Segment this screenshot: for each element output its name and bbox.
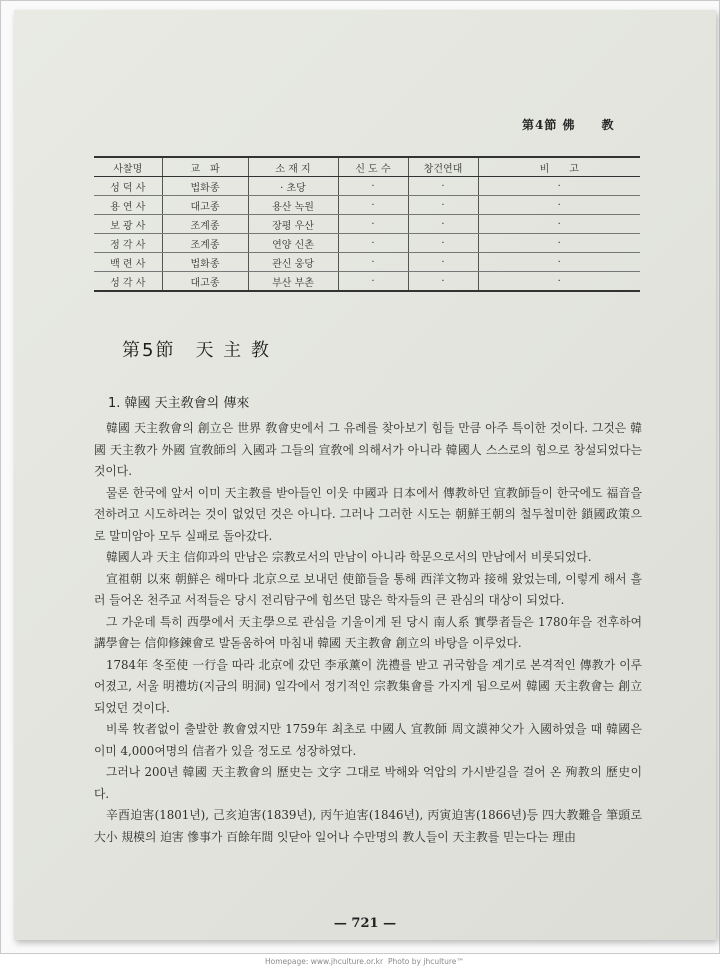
table-header-cell: 비 고 — [478, 157, 640, 177]
table-row — [94, 253, 640, 272]
running-head: 第4節 佛 教 — [522, 118, 615, 132]
page-number: — 721 — — [333, 916, 397, 931]
table-cell: 장평 우산 — [248, 215, 338, 234]
table-row — [94, 177, 640, 196]
table-header-row — [94, 157, 640, 177]
table-row — [94, 196, 640, 215]
table-cell: · 초당 — [248, 177, 338, 196]
table-cell: · — [408, 215, 478, 234]
table-cell: 대고종 — [162, 272, 248, 292]
table-cell: · — [478, 253, 640, 272]
table-cell: 정 각 사 — [94, 234, 162, 253]
table-cell: 부산 부촌 — [248, 272, 338, 292]
subsection-title: 1. 韓國 天主敎會의 傳來 — [108, 396, 250, 411]
footer-photo-credit: Photo by jhculture™ — [388, 957, 464, 966]
table-cell: 백 련 사 — [94, 253, 162, 272]
table-cell: · — [408, 234, 478, 253]
table-cell: · — [338, 272, 408, 292]
table-cell: 관신 웅당 — [248, 253, 338, 272]
table-cell: 연양 신촌 — [248, 234, 338, 253]
table-cell: 용 연 사 — [94, 196, 162, 215]
table-cell: 용산 녹원 — [248, 196, 338, 215]
paragraph: 물론 한국에 앞서 이미 天主教를 받아들인 이웃 中國과 日本에서 傳教하던 宣教師들이 한국에도 福音을 전하려고 시도하려는 것이 없었던 것은 아니다. 그러나 그러한 시도는 朝鮮王朝의 철두철미한 鎖國政策으로 말미암아 모두 실패로 돌아갔다. — [94, 485, 642, 543]
table-cell: · — [338, 196, 408, 215]
table-cell: 대고종 — [162, 196, 248, 215]
table-cell: · — [338, 177, 408, 196]
table-row — [94, 234, 640, 253]
table-cell: · — [408, 177, 478, 196]
paragraph: 비록 牧者없이 출발한 教會였지만 1759年 최초로 中國人 宣教師 周文謨神父가 入國하였을 때 韓國은 이미 4,000여명의 信者가 있을 정도로 성장하였다. — [94, 722, 642, 758]
table-row — [94, 215, 640, 234]
table-cell: · — [338, 215, 408, 234]
table-cell: 성 각 사 — [94, 272, 162, 292]
table-cell: 조계종 — [162, 215, 248, 234]
table-cell: · — [478, 215, 640, 234]
table-header-cell: 교 파 — [162, 157, 248, 177]
paragraph: 그러나 200년 韓國 天主教會의 歷史는 文字 그대로 박해와 억압의 가시받길을 걸어 온 殉教의 歷史이다. — [94, 765, 642, 801]
table-cell: 법화종 — [162, 253, 248, 272]
table-header-cell: 창건연대 — [408, 157, 478, 177]
table-cell: · — [408, 253, 478, 272]
body-text — [94, 418, 642, 848]
footer-homepage: Homepage: www.jhculture.or.kr — [265, 957, 384, 966]
table-header-cell: 소 재 지 — [248, 157, 338, 177]
table-header-cell: 사찰명 — [94, 157, 162, 177]
paragraph: 韓國 天主敎會의 創立은 世界 敎會史에서 그 유례를 찾아보기 힘들 만큼 아주 특이한 것이다. 그것은 韓國 天主敎가 外國 宣敎師의 入國과 그들의 宣敎에 의해서가 아니라 韓國人 스스로의 힘으로 창설되었다는 것이다. — [94, 421, 642, 478]
paragraph: 辛酉迫害(1801년), 己亥迫害(1839년), 丙午迫害(1846년), 丙寅迫害(1866년)등 四大教難을 筆頭로 大小 規模의 迫害 慘事가 百餘年間 잇닫아 일어나 수만명의 教人들이 天主教를 믿는다는 理由 — [94, 808, 642, 844]
table-cell: · — [478, 234, 640, 253]
book-page — [14, 10, 716, 940]
table-cell: · — [478, 177, 640, 196]
table-cell: · — [338, 253, 408, 272]
table-header-cell: 신 도 수 — [338, 157, 408, 177]
table-cell: · — [408, 272, 478, 292]
paragraph: 宣祖朝 以來 朝鮮은 해마다 北京으로 보내던 使節들을 통해 西洋文物과 接해 왔었는데, 이렇게 해서 흘러 들어온 천주교 서적들은 당시 전리탐구에 힘쓰던 많은 학자들의 큰 관심의 대상이 되었다. — [94, 571, 642, 607]
table-cell: 법화종 — [162, 177, 248, 196]
table-cell: · — [408, 196, 478, 215]
table-cell: 성 덕 사 — [94, 177, 162, 196]
table-cell: 보 광 사 — [94, 215, 162, 234]
table-row — [94, 272, 640, 292]
paragraph: 그 가운데 특히 西學에서 天主學으로 관심을 기울이게 된 당시 南人系 實學者들은 1780年을 전후하여 講學會는 信仰修鍊會로 발돋움하여 마침내 韓國 天主教會 創立의 바탕을 이루었다. — [94, 614, 642, 650]
paragraph: 韓國人과 天主 信仰과의 만남은 宗教로서의 만남이 아니라 학문으로서의 만남에서 비롯되었다. — [106, 550, 592, 564]
section-title: 第5節 天 主 教 — [122, 340, 271, 361]
temple-table — [94, 156, 640, 292]
table-cell: · — [338, 234, 408, 253]
paragraph: 1784年 冬至使 一行을 따라 北京에 갔던 李承薰이 洗禮를 받고 귀국함을 계기로 본격적인 傳教가 이루어졌고, 서울 明禮坊(지금의 明洞) 일각에서 정기적인 宗教集會를 가지게 됨으로써 韓國 天主敎會는 創立되었던 것이다. — [94, 657, 642, 715]
table-cell: 조계종 — [162, 234, 248, 253]
table-cell: · — [478, 196, 640, 215]
table-cell: · — [478, 272, 640, 292]
